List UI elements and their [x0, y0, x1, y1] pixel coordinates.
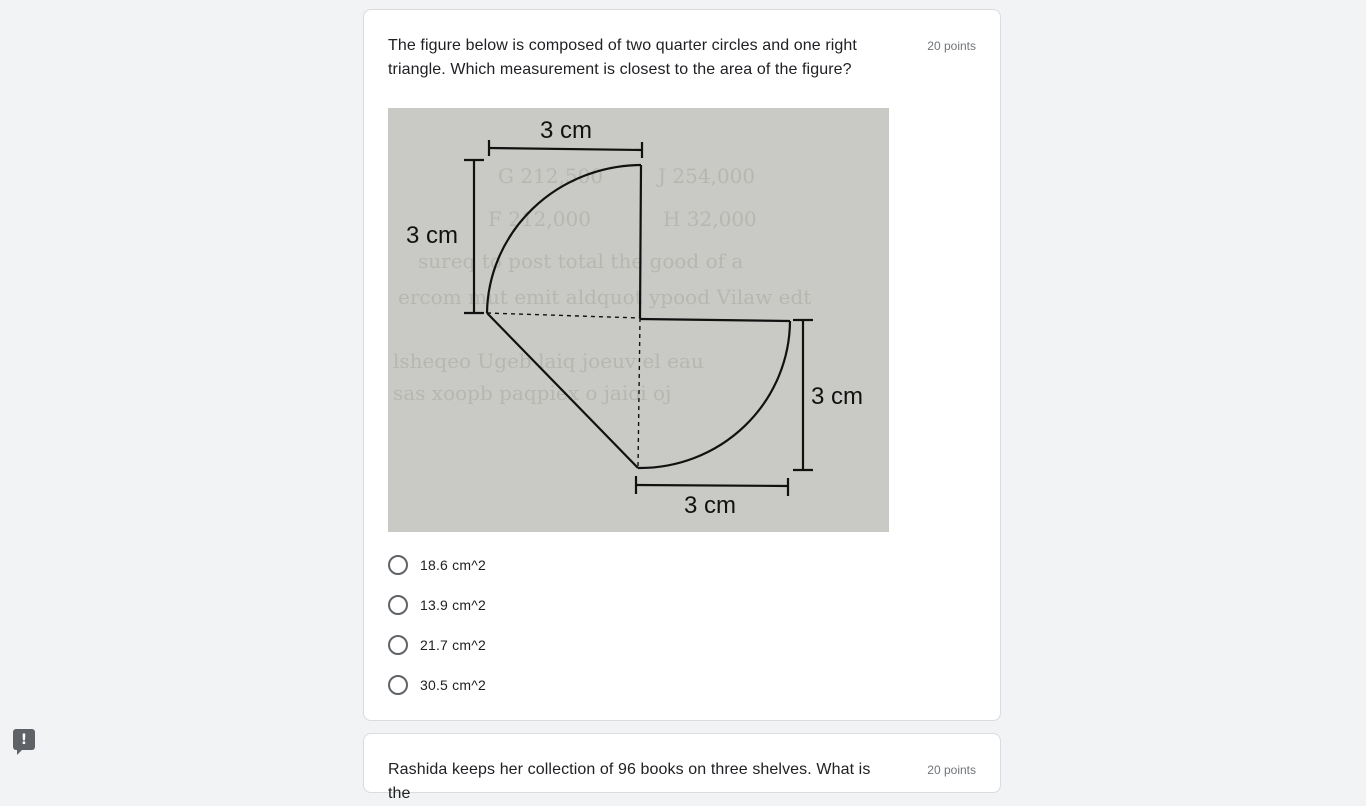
points-label: 20 points	[927, 763, 976, 777]
svg-text:lsheqeo Ugeb laiq joeuv el eau: lsheqeo Ugeb laiq joeuv el eau	[393, 349, 704, 373]
option-3[interactable]	[388, 625, 486, 665]
option-2[interactable]	[388, 585, 486, 625]
question-text: Rashida keeps her collection of 96 books on three shelves. What is the	[388, 761, 871, 802]
label-right: 3 cm	[811, 383, 864, 410]
answer-options	[388, 545, 486, 705]
svg-text:F 212,000: F 212,000	[488, 207, 591, 231]
radio-button[interactable]	[388, 675, 408, 695]
svg-text:J 254,000: J 254,000	[658, 164, 756, 188]
label-left: 3 cm	[406, 222, 459, 249]
option-label: 21.7 cm^2	[420, 637, 486, 653]
question-card	[363, 9, 1001, 721]
svg-text:sureq to post total the good o: sureq to post total the good of a	[418, 249, 744, 273]
svg-text:ercom mut emit aldquot ypood V: ercom mut emit aldquot ypood Vilaw edt	[398, 285, 812, 309]
question-card	[363, 733, 1001, 802]
option-label: 18.6 cm^2	[420, 557, 486, 573]
radio-button[interactable]	[388, 595, 408, 615]
question-header	[388, 34, 888, 82]
question-figure	[388, 108, 889, 532]
svg-text:H 32,000: H 32,000	[663, 207, 757, 231]
svg-text:G 212,500: G 212,500	[498, 164, 604, 188]
label-top: 3 cm	[540, 117, 593, 144]
question-header	[388, 758, 888, 806]
option-1[interactable]	[388, 545, 486, 585]
label-bottom: 3 cm	[684, 492, 737, 519]
report-problem-button[interactable]	[13, 729, 35, 750]
svg-text:sas xoopb paqpiex o jaioi oj: sas xoopb paqpiex o jaioi oj	[393, 381, 672, 405]
option-label: 13.9 cm^2	[420, 597, 486, 613]
option-4[interactable]	[388, 665, 486, 705]
exclamation-report-icon: !	[20, 731, 28, 748]
option-label: 30.5 cm^2	[420, 677, 486, 693]
question-text: The figure below is composed of two quarter circles and one right triangle. Which measurement is closest to the area of the figure?	[388, 37, 857, 78]
radio-button[interactable]	[388, 635, 408, 655]
points-label: 20 points	[927, 39, 976, 53]
radio-button[interactable]	[388, 555, 408, 575]
